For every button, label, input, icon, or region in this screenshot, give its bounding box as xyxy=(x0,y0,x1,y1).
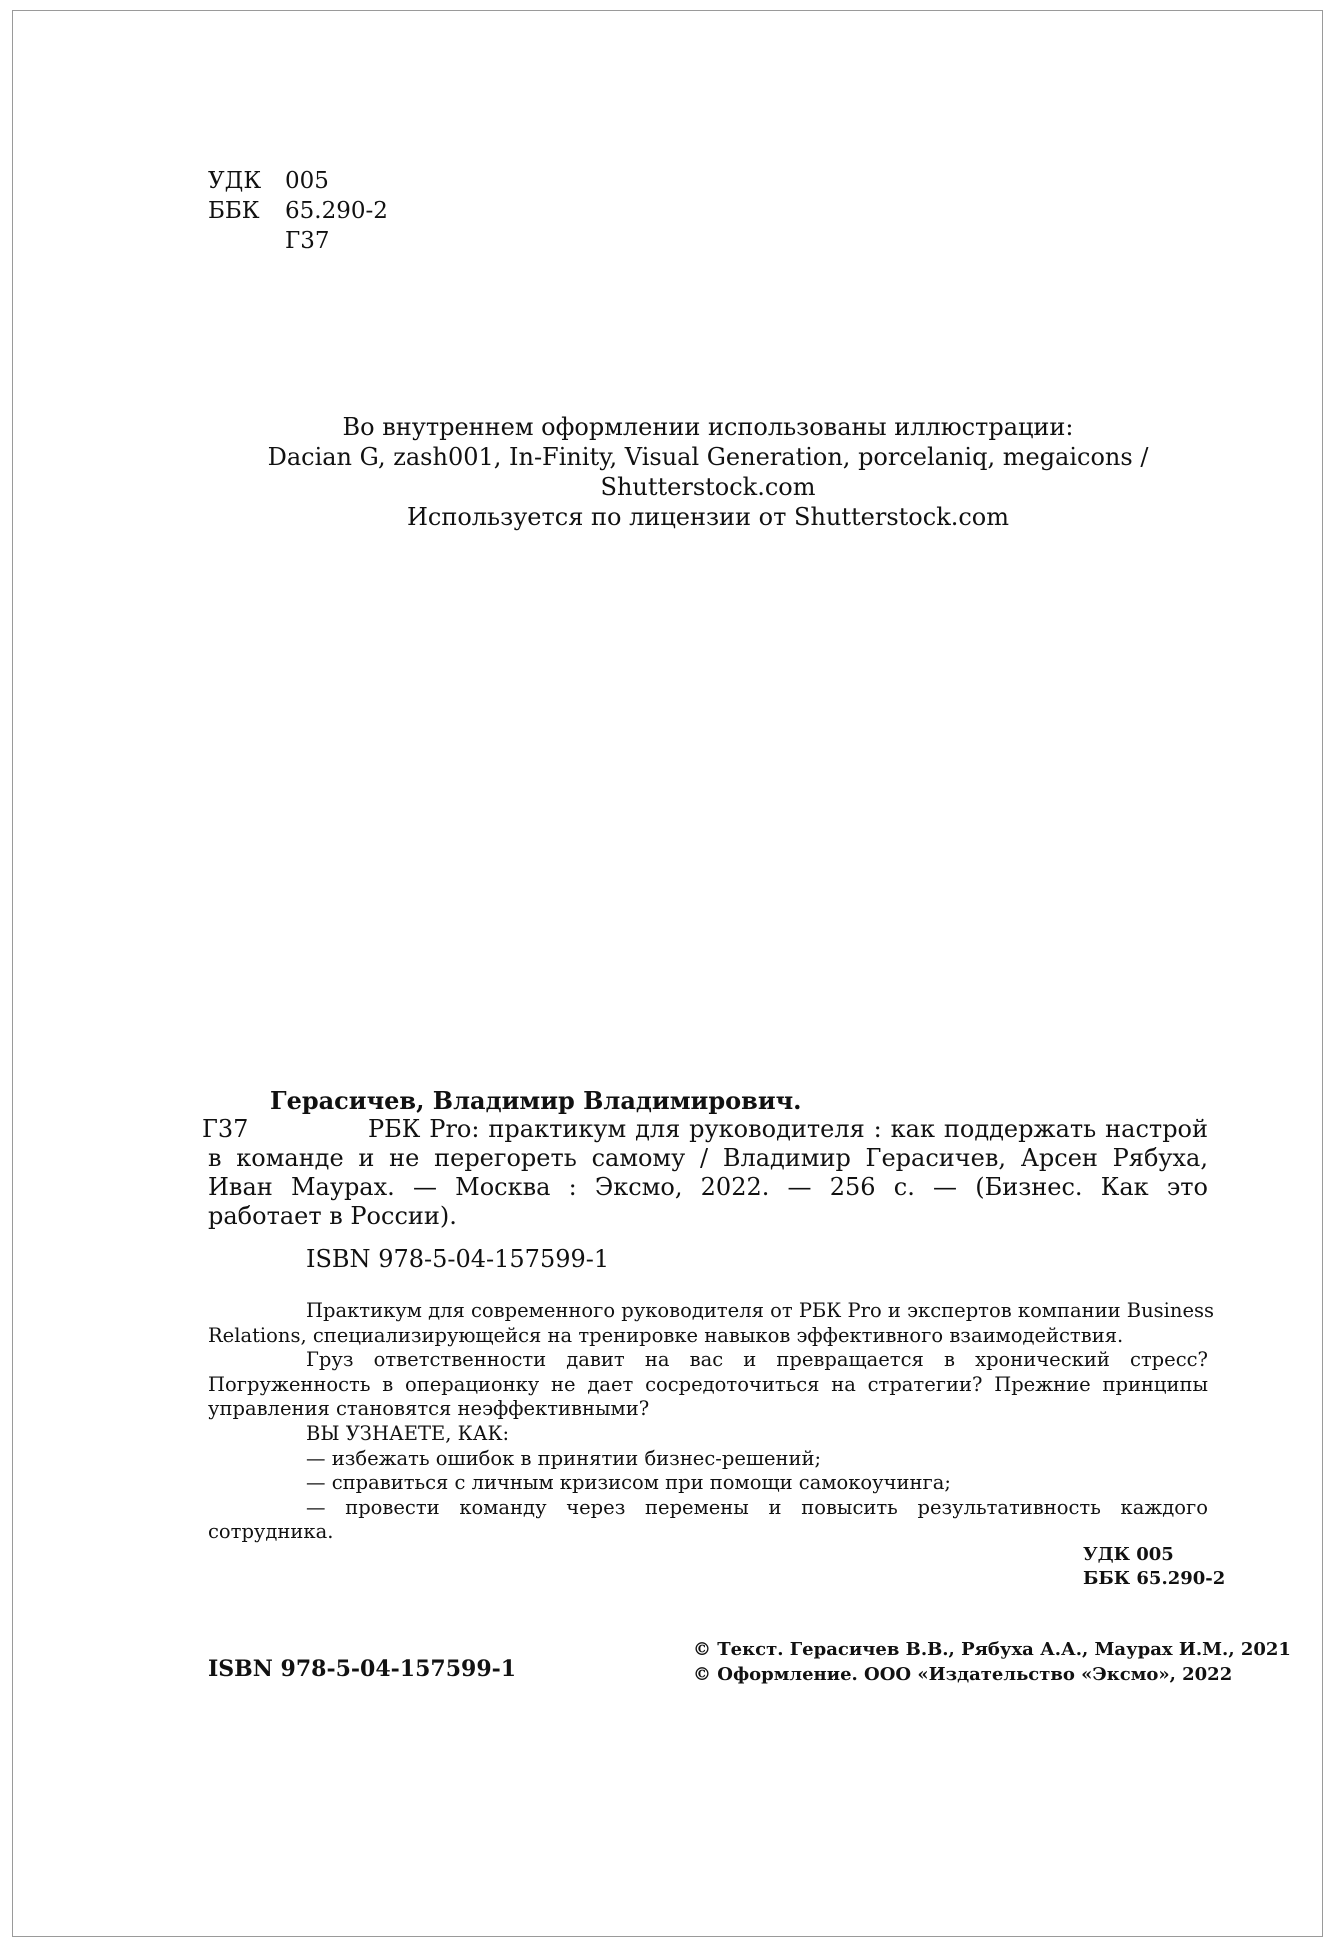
abstract-line: — избежать ошибок в принятии бизнес-решений; xyxy=(306,1446,822,1470)
abstract-line: ВЫ УЗНАЕТЕ, КАК: xyxy=(306,1421,510,1445)
udk-row xyxy=(208,166,388,196)
author-code-row xyxy=(208,226,388,256)
bbk-row xyxy=(208,196,388,226)
copyright-design: © Оформление. ООО «Издательство «Эксмо», 2022 xyxy=(693,1664,1233,1685)
footer-bbk: ББК 65.290-2 xyxy=(1083,1568,1226,1589)
author-heading: Герасичев, Владимир Владимирович. xyxy=(270,1086,802,1115)
abstract xyxy=(208,1299,1215,1545)
description-line: работает в России). xyxy=(208,1202,457,1230)
bbk-label: ББК xyxy=(208,198,260,224)
copyright-block xyxy=(693,1637,1291,1687)
abstract-line: управления становятся неэффективными? xyxy=(208,1397,650,1421)
bibliographic-record xyxy=(202,1086,1208,1274)
record-isbn: ISBN 978-5-04-157599-1 xyxy=(306,1245,610,1273)
udk-value: 005 xyxy=(285,168,329,194)
copyright-text: © Текст. Герасичев В.В., Рябуха А.А., Маурах И.М., 2021 xyxy=(693,1639,1291,1660)
udk-label: УДК xyxy=(208,168,262,194)
illustrations-line: Dacian G, zash001, In-Finity, Visual Generation, porcelaniq, megaicons / xyxy=(267,443,1149,471)
abstract-line: Погруженность в операционку не дает сосредоточиться на стратегии? Прежние принципы xyxy=(208,1372,1208,1396)
illustrations-line: Во внутреннем оформлении использованы иллюстрации: xyxy=(342,413,1074,441)
description-line: РБК Pro: практикум для руководителя : как поддержать настрой xyxy=(368,1115,1208,1143)
illustrations-credit xyxy=(208,412,1208,532)
classification-codes xyxy=(208,166,388,256)
illustrations-line: Shutterstock.com xyxy=(600,473,816,501)
description-line: в команде и не перегореть самому / Владимир Герасичев, Арсен Рябуха, xyxy=(208,1144,1208,1172)
record-code: Г37 xyxy=(202,1115,249,1143)
abstract-line: Практикум для современного руководителя от РБК Pro и экспертов компании Business xyxy=(306,1299,1215,1322)
abstract-line: Relations, специализирующейся на тренировке навыков эффективного взаимодействия. xyxy=(208,1323,1124,1347)
abstract-line: сотрудника. xyxy=(208,1520,334,1544)
abstract-line: — провести команду через перемены и повысить результативность каждого xyxy=(306,1495,1208,1519)
abstract-line: — справиться с личным кризисом при помощи самокоучинга; xyxy=(306,1471,951,1495)
footer-isbn: ISBN 978-5-04-157599-1 xyxy=(208,1656,517,1682)
illustrations-line: Используется по лицензии от Shutterstock.com xyxy=(406,503,1010,531)
author-code: Г37 xyxy=(285,228,330,254)
abstract-line: Груз ответственности давит на вас и превращается в хронический стресс? xyxy=(306,1348,1208,1372)
bbk-value: 65.290-2 xyxy=(285,198,388,224)
record-description xyxy=(202,1115,1208,1231)
description-line: Иван Маурах. — Москва : Эксмо, 2022. — 256 с. — (Бизнес. Как это xyxy=(208,1173,1208,1201)
footer-udk: УДК 005 xyxy=(1083,1544,1174,1565)
footer-classification xyxy=(1083,1543,1225,1591)
